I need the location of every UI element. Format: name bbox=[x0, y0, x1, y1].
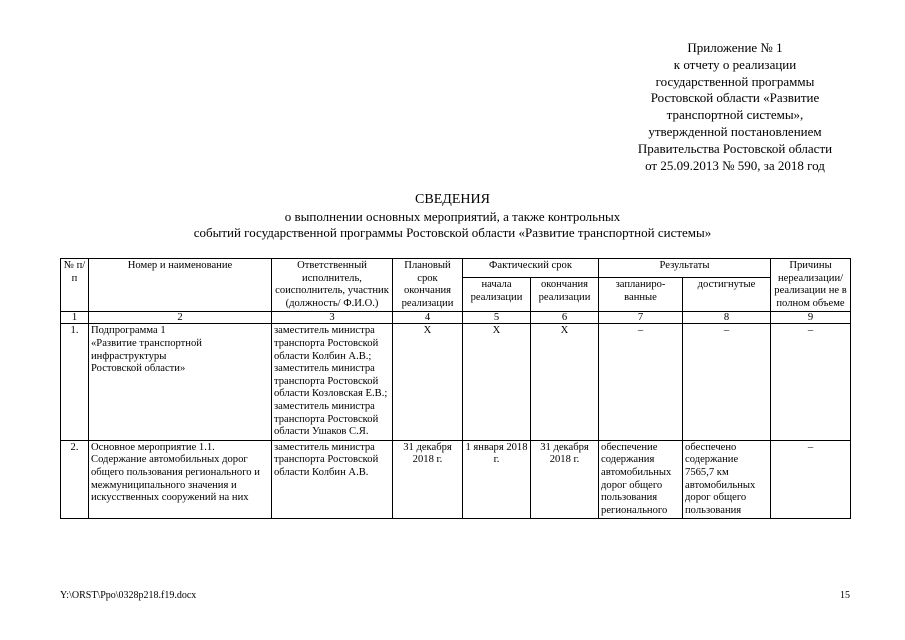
column-number: 1 bbox=[61, 312, 89, 324]
appendix-line: от 25.09.2013 № 590, за 2018 год bbox=[645, 157, 825, 173]
row-name: Подпрограмма 1 «Развитие транспортной инфраструктуры Ростовской области» bbox=[89, 324, 272, 440]
row-start: 1 января 2018 г. bbox=[463, 440, 531, 519]
row-responsible: заместитель министра транспорта Ростовской области Колбин А.В. bbox=[272, 440, 393, 519]
document-heading bbox=[0, 192, 905, 242]
header-name: Номер и наименование bbox=[89, 259, 272, 312]
appendix-line: Правительства Ростовской области bbox=[637, 140, 833, 156]
header-responsible: Ответственный исполнитель, соисполнитель, участник (должность/ Ф.И.О.) bbox=[272, 259, 393, 312]
row-achieved-result: обеспечено содержание 7565,7 км автомобильных дорог общего пользования bbox=[683, 440, 771, 519]
appendix-line: транспортной системы», bbox=[666, 107, 804, 123]
column-number: 7 bbox=[599, 312, 683, 324]
header-reasons: Причины нереализации/ реализации не в полном объеме bbox=[771, 259, 851, 312]
appendix-line: Ростовской области «Развитие bbox=[650, 90, 820, 106]
column-number: 9 bbox=[771, 312, 851, 324]
column-number: 5 bbox=[463, 312, 531, 324]
row-num: 2. bbox=[61, 440, 89, 519]
row-reasons: – bbox=[771, 324, 851, 440]
document-title: СВЕДЕНИЯ bbox=[415, 192, 490, 207]
table-header-row bbox=[61, 259, 851, 278]
column-number: 4 bbox=[393, 312, 463, 324]
row-end: 31 декабря 2018 г. bbox=[531, 440, 599, 519]
header-results: Результаты bbox=[599, 259, 771, 278]
table-row bbox=[61, 324, 851, 440]
column-number: 3 bbox=[272, 312, 393, 324]
row-num: 1. bbox=[61, 324, 89, 440]
row-planned-result: – bbox=[599, 324, 683, 440]
column-number: 2 bbox=[89, 312, 272, 324]
row-start: Х bbox=[463, 324, 531, 440]
header-planned: Плановый срок окончания реализации bbox=[393, 259, 463, 312]
row-name: Основное мероприятие 1.1. Содержание автомобильных дорог общего пользования регионального и межмуниципального значения и искусственных сооружений на них bbox=[89, 440, 272, 519]
row-planned: 31 декабря 2018 г. bbox=[393, 440, 463, 519]
row-end: Х bbox=[531, 324, 599, 440]
document-subtitle-line: о выполнении основных мероприятий, а также контрольных bbox=[284, 208, 621, 224]
page-footer bbox=[60, 590, 850, 601]
table-viewport bbox=[60, 258, 851, 584]
table-row bbox=[61, 440, 851, 519]
column-number: 6 bbox=[531, 312, 599, 324]
column-number-row bbox=[61, 312, 851, 324]
footer-file-path: Y:\ORST\Ppo\0328p218.f19.docx bbox=[60, 590, 197, 601]
row-achieved-result: – bbox=[683, 324, 771, 440]
header-num: № п/п bbox=[61, 259, 89, 312]
row-reasons: – bbox=[771, 440, 851, 519]
activities-table bbox=[60, 258, 851, 519]
column-number: 8 bbox=[683, 312, 771, 324]
header-actual-start: начала реализации bbox=[463, 278, 531, 312]
appendix-line: утвержденной постановлением bbox=[648, 123, 822, 139]
appendix-line: к отчету о реализации bbox=[673, 56, 797, 72]
header-planned-result: запланиро-ванные bbox=[599, 278, 683, 312]
header-actual-end: окончания реализации bbox=[531, 278, 599, 312]
row-planned-result: обеспечение содержания автомобильных дорог общего пользования регионального bbox=[599, 440, 683, 519]
header-achieved-result: достигнутые bbox=[683, 278, 771, 312]
appendix-line: государственной программы bbox=[655, 73, 815, 89]
row-responsible: заместитель министра транспорта Ростовской области Колбин А.В.; заместитель министра транспорта Ростовской области Козловская Е.В.; заместитель министра транспорта Ростовской области Ушаков С.Я. bbox=[272, 324, 393, 440]
appendix-line: Приложение № 1 bbox=[687, 40, 783, 55]
document-subtitle-line: событий государственной программы Ростовской области «Развитие транспортной системы» bbox=[193, 225, 712, 240]
appendix-block bbox=[600, 40, 870, 174]
row-planned: Х bbox=[393, 324, 463, 440]
page-number: 15 bbox=[840, 590, 850, 601]
header-actual: Фактический срок bbox=[463, 259, 599, 278]
